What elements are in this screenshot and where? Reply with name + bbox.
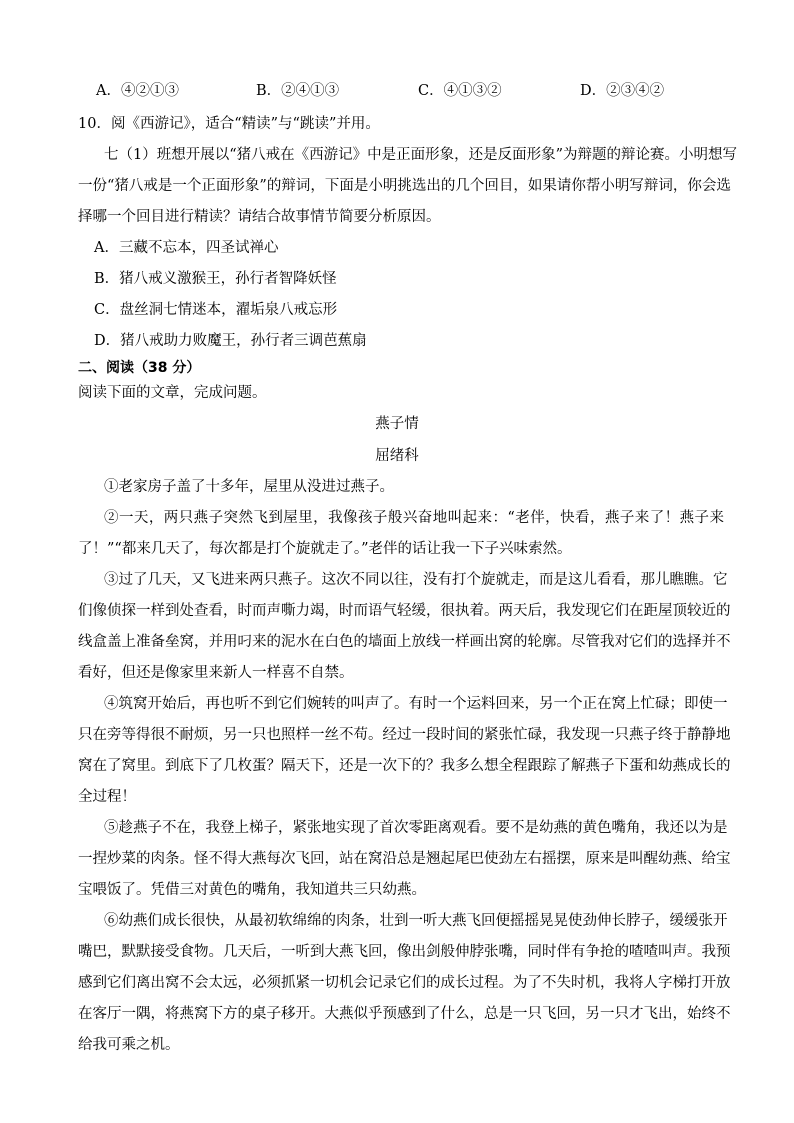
article-paragraph-line: 窝在了窝里。到底下了几枚蛋？隔天下，还是一次下的？我多么想全程跟踪了解燕子下蛋和幼燕成长的 <box>78 758 731 774</box>
article-author: 屈绪科 <box>375 448 419 464</box>
article-paragraph-line: 感到它们离出窝不会太远，必须抓紧一切机会记录它们的成长过程。为了不失时机，我将人字梯打开放 <box>78 975 731 991</box>
option-text: ④①③② <box>443 83 502 99</box>
option-letter: A． <box>96 83 121 99</box>
article-paragraph-line: 看好，但还是像家里来新人一样喜不自禁。 <box>78 665 354 681</box>
option-b <box>256 80 339 102</box>
question-10-choice-c: C．盘丝洞七情迷本，濯垢泉八戒忘形 <box>94 302 338 318</box>
article-paragraph-line: 只在旁等得很不耐烦，另一只也照样一丝不苟。经过一段时间的紧张忙碌，我发现一只燕子终于静静地 <box>78 727 731 743</box>
article-paragraph-line: 全过程！ <box>78 789 136 805</box>
article-paragraph-line: ⑥幼燕们成长很快，从最初软绵绵的肉条，壮到一听大燕飞回便摇摇晃晃使劲伸长脖子，缓缓张开 <box>104 913 728 929</box>
article-paragraph-line: 在客厅一隅，将燕窝下方的桌子移开。大燕似乎预感到了什么，总是一只飞回，另一只才飞出，始终不 <box>78 1006 731 1022</box>
article-paragraph-line: 宝喂饭了。凭借三对黄色的嘴角，我知道共三只幼燕。 <box>78 882 426 898</box>
question-10-choice-d: D．猪八戒助力败魔王，孙行者三调芭蕉扇 <box>94 333 367 349</box>
article-paragraph-line: 给我可乘之机。 <box>78 1037 180 1053</box>
article-paragraph-line: ③过了几天，又飞进来两只燕子。这次不同以往，没有打个旋就走，而是这儿看看，那儿瞧瞧。它 <box>104 572 728 588</box>
option-d <box>580 80 664 102</box>
option-text: ④②①③ <box>120 83 179 99</box>
article-title: 燕子情 <box>375 416 419 432</box>
question-10-prompt-line: 七（1）班想开展以“猪八戒在《西游记》中是正面形象，还是反面形象”为辩题的辩论赛。小明想写 <box>104 147 738 163</box>
article-paragraph-line: 们像侦探一样到处查看，时而声嘶力竭，时而语气轻缓，很执着。两天后，我发现它们在距屋顶较近的 <box>78 603 731 619</box>
question-10-prompt-line: 择哪一个回目进行精读？请结合故事情节简要分析原因。 <box>78 209 441 225</box>
article-paragraph-line: 一捏炒菜的肉条。怪不得大燕每次飞回，站在窝沿总是翘起尾巴使劲左右摇摆，原来是叫醒幼燕、给宝 <box>78 851 731 867</box>
article-paragraph-line: ④筑窝开始后，再也听不到它们婉转的叫声了。有时一个运料回来，另一个正在窝上忙碌；即使一 <box>104 696 728 712</box>
question-10-stem: 10．阅《西游记》，适合“精读”与“跳读”并用。 <box>78 116 380 132</box>
section-heading: 二、阅读（38 分） <box>78 360 201 376</box>
article-paragraph-line: ①老家房子盖了十多年，屋里从没进过燕子。 <box>104 479 394 495</box>
article-paragraph-line: 线盒盖上准备垒窝，并用叼来的泥水在白色的墙面上放线一样画出窝的轮廓。尽管我对它们的选择并不 <box>78 634 731 650</box>
option-c <box>418 80 502 102</box>
option-text: ②④①③ <box>281 83 340 99</box>
option-a <box>96 80 179 102</box>
answer-options-row <box>96 80 716 102</box>
option-text: ②③④② <box>606 83 665 99</box>
article-paragraph-line: ⑤趁燕子不在，我登上梯子，紧张地实现了首次零距离观看。要不是幼燕的黄色嘴角，我还以为是 <box>104 820 728 836</box>
question-10-choice-a: A．三藏不忘本，四圣试禅心 <box>94 240 279 256</box>
option-letter: D． <box>580 83 607 99</box>
reading-instruction: 阅读下面的文章，完成问题。 <box>78 385 267 401</box>
question-10-choice-b: B．猪八戒义激猴王，孙行者智降妖怪 <box>94 271 337 287</box>
option-letter: C． <box>418 83 444 99</box>
article-paragraph-line: 嘴巴，默默接受食物。几天后，一听到大燕飞回，像出剑般伸脖张嘴，同时伴有争抢的喳喳叫声。我预 <box>78 944 731 960</box>
article-paragraph-line: 了！”“都来几天了，每次都是打个旋就走了。”老伴的话让我一下子兴味索然。 <box>78 541 572 557</box>
question-10-prompt-line: 一份“猪八戒是一个正面形象”的辩词，下面是小明挑选出的几个回目，如果请你帮小明写辩词，你会选 <box>78 178 731 194</box>
article-paragraph-line: ②一天，两只燕子突然飞到屋里，我像孩子般兴奋地叫起来：“老伴，快看，燕子来了！燕子来 <box>104 510 724 526</box>
option-letter: B． <box>256 83 282 99</box>
